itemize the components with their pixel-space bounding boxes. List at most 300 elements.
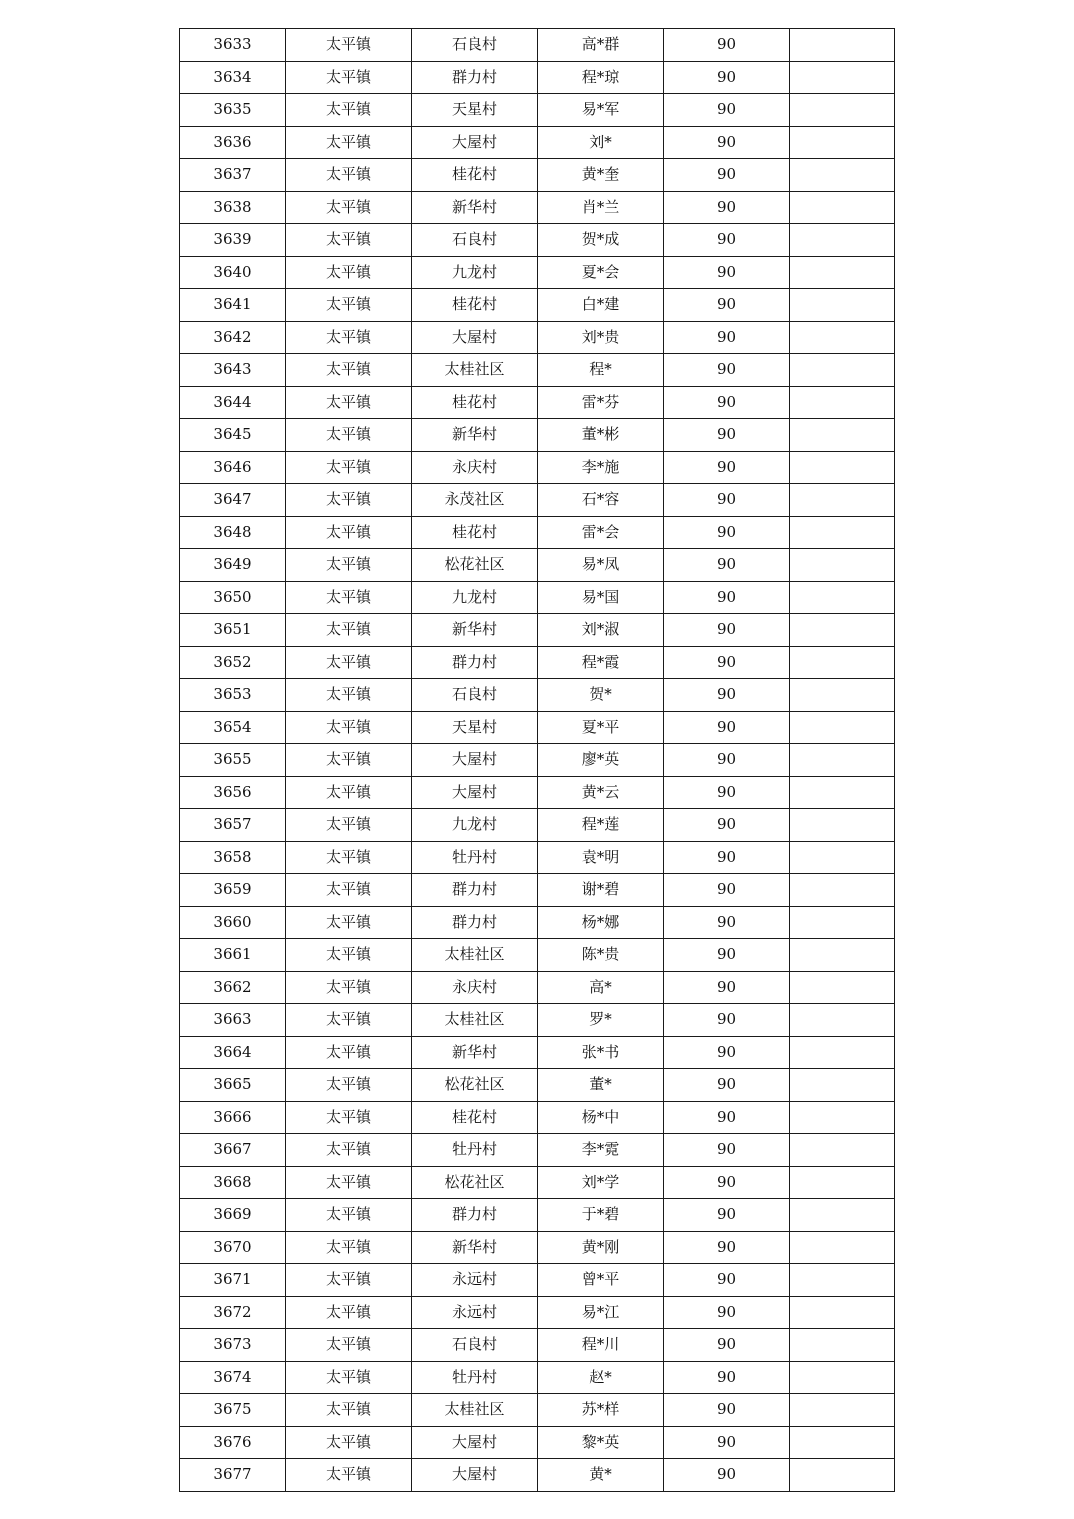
cell-note xyxy=(790,1426,895,1459)
cell-town: 太平镇 xyxy=(286,224,412,257)
cell-note xyxy=(790,744,895,777)
cell-number: 3651 xyxy=(180,614,286,647)
cell-number: 3659 xyxy=(180,874,286,907)
table-row xyxy=(180,386,895,419)
cell-score: 90 xyxy=(664,1199,790,1232)
cell-town: 太平镇 xyxy=(286,1329,412,1362)
roster-table-body xyxy=(180,29,895,1492)
table-row xyxy=(180,549,895,582)
cell-note xyxy=(790,1361,895,1394)
cell-village: 太桂社区 xyxy=(412,1394,538,1427)
cell-town: 太平镇 xyxy=(286,354,412,387)
cell-note xyxy=(790,711,895,744)
table-row xyxy=(180,1394,895,1427)
cell-town: 太平镇 xyxy=(286,386,412,419)
cell-name: 高*群 xyxy=(538,29,664,62)
cell-town: 太平镇 xyxy=(286,484,412,517)
table-row xyxy=(180,94,895,127)
cell-town: 太平镇 xyxy=(286,516,412,549)
cell-number: 3670 xyxy=(180,1231,286,1264)
cell-town: 太平镇 xyxy=(286,1166,412,1199)
cell-number: 3669 xyxy=(180,1199,286,1232)
cell-score: 90 xyxy=(664,1069,790,1102)
cell-name: 廖*英 xyxy=(538,744,664,777)
table-row xyxy=(180,1426,895,1459)
cell-town: 太平镇 xyxy=(286,809,412,842)
cell-village: 永庆村 xyxy=(412,971,538,1004)
table-row xyxy=(180,906,895,939)
cell-note xyxy=(790,776,895,809)
cell-number: 3642 xyxy=(180,321,286,354)
table-row xyxy=(180,1069,895,1102)
table-row xyxy=(180,1361,895,1394)
cell-village: 石良村 xyxy=(412,1329,538,1362)
cell-name: 杨*中 xyxy=(538,1101,664,1134)
cell-note xyxy=(790,581,895,614)
cell-note xyxy=(790,159,895,192)
cell-name: 黄*奎 xyxy=(538,159,664,192)
cell-name: 杨*娜 xyxy=(538,906,664,939)
cell-name: 肖*兰 xyxy=(538,191,664,224)
cell-name: 夏*平 xyxy=(538,711,664,744)
cell-score: 90 xyxy=(664,61,790,94)
cell-name: 刘*贵 xyxy=(538,321,664,354)
cell-name: 苏*样 xyxy=(538,1394,664,1427)
cell-note xyxy=(790,354,895,387)
cell-score: 90 xyxy=(664,906,790,939)
cell-town: 太平镇 xyxy=(286,1296,412,1329)
cell-name: 袁*明 xyxy=(538,841,664,874)
cell-score: 90 xyxy=(664,1459,790,1492)
cell-note xyxy=(790,289,895,322)
cell-note xyxy=(790,1329,895,1362)
cell-name: 李*施 xyxy=(538,451,664,484)
cell-note xyxy=(790,29,895,62)
cell-name: 程*川 xyxy=(538,1329,664,1362)
cell-note xyxy=(790,1264,895,1297)
cell-score: 90 xyxy=(664,1101,790,1134)
table-row xyxy=(180,841,895,874)
cell-name: 黄* xyxy=(538,1459,664,1492)
cell-note xyxy=(790,971,895,1004)
cell-score: 90 xyxy=(664,289,790,322)
cell-note xyxy=(790,1134,895,1167)
table-row xyxy=(180,614,895,647)
cell-number: 3650 xyxy=(180,581,286,614)
cell-village: 群力村 xyxy=(412,61,538,94)
table-row xyxy=(180,1329,895,1362)
cell-score: 90 xyxy=(664,646,790,679)
cell-note xyxy=(790,94,895,127)
cell-note xyxy=(790,1199,895,1232)
cell-name: 刘* xyxy=(538,126,664,159)
cell-note xyxy=(790,1101,895,1134)
cell-name: 刘*学 xyxy=(538,1166,664,1199)
cell-note xyxy=(790,809,895,842)
cell-number: 3637 xyxy=(180,159,286,192)
table-row xyxy=(180,971,895,1004)
cell-score: 90 xyxy=(664,939,790,972)
cell-name: 李*霓 xyxy=(538,1134,664,1167)
cell-number: 3667 xyxy=(180,1134,286,1167)
cell-name: 曾*平 xyxy=(538,1264,664,1297)
cell-score: 90 xyxy=(664,1036,790,1069)
cell-village: 天星村 xyxy=(412,94,538,127)
cell-name: 张*书 xyxy=(538,1036,664,1069)
table-row xyxy=(180,776,895,809)
cell-town: 太平镇 xyxy=(286,744,412,777)
cell-town: 太平镇 xyxy=(286,906,412,939)
cell-village: 桂花村 xyxy=(412,1101,538,1134)
cell-town: 太平镇 xyxy=(286,1134,412,1167)
cell-town: 太平镇 xyxy=(286,1426,412,1459)
cell-town: 太平镇 xyxy=(286,711,412,744)
cell-score: 90 xyxy=(664,224,790,257)
cell-score: 90 xyxy=(664,744,790,777)
cell-town: 太平镇 xyxy=(286,841,412,874)
cell-village: 群力村 xyxy=(412,906,538,939)
cell-village: 新华村 xyxy=(412,1231,538,1264)
cell-village: 新华村 xyxy=(412,614,538,647)
cell-score: 90 xyxy=(664,614,790,647)
cell-village: 桂花村 xyxy=(412,289,538,322)
cell-number: 3638 xyxy=(180,191,286,224)
cell-score: 90 xyxy=(664,354,790,387)
cell-score: 90 xyxy=(664,809,790,842)
cell-town: 太平镇 xyxy=(286,1264,412,1297)
cell-town: 太平镇 xyxy=(286,679,412,712)
cell-town: 太平镇 xyxy=(286,1101,412,1134)
cell-town: 太平镇 xyxy=(286,874,412,907)
cell-number: 3641 xyxy=(180,289,286,322)
cell-town: 太平镇 xyxy=(286,646,412,679)
cell-score: 90 xyxy=(664,29,790,62)
cell-town: 太平镇 xyxy=(286,29,412,62)
cell-number: 3665 xyxy=(180,1069,286,1102)
cell-village: 桂花村 xyxy=(412,159,538,192)
table-row xyxy=(180,1459,895,1492)
cell-score: 90 xyxy=(664,516,790,549)
cell-name: 黎*英 xyxy=(538,1426,664,1459)
cell-name: 夏*会 xyxy=(538,256,664,289)
cell-score: 90 xyxy=(664,321,790,354)
cell-name: 黄*刚 xyxy=(538,1231,664,1264)
cell-village: 大屋村 xyxy=(412,321,538,354)
table-row xyxy=(180,321,895,354)
cell-note xyxy=(790,1394,895,1427)
table-row xyxy=(180,1199,895,1232)
cell-number: 3646 xyxy=(180,451,286,484)
cell-score: 90 xyxy=(664,126,790,159)
table-row xyxy=(180,809,895,842)
cell-number: 3677 xyxy=(180,1459,286,1492)
cell-number: 3671 xyxy=(180,1264,286,1297)
cell-name: 赵* xyxy=(538,1361,664,1394)
cell-note xyxy=(790,1459,895,1492)
cell-number: 3660 xyxy=(180,906,286,939)
table-row xyxy=(180,484,895,517)
table-row xyxy=(180,1004,895,1037)
cell-name: 程*莲 xyxy=(538,809,664,842)
table-row xyxy=(180,1296,895,1329)
cell-note xyxy=(790,1166,895,1199)
table-row xyxy=(180,159,895,192)
cell-town: 太平镇 xyxy=(286,776,412,809)
cell-town: 太平镇 xyxy=(286,1036,412,1069)
cell-village: 牡丹村 xyxy=(412,1361,538,1394)
cell-number: 3645 xyxy=(180,419,286,452)
cell-village: 石良村 xyxy=(412,679,538,712)
cell-note xyxy=(790,321,895,354)
cell-village: 天星村 xyxy=(412,711,538,744)
table-row xyxy=(180,646,895,679)
table-row xyxy=(180,29,895,62)
cell-number: 3633 xyxy=(180,29,286,62)
cell-number: 3655 xyxy=(180,744,286,777)
cell-number: 3663 xyxy=(180,1004,286,1037)
cell-town: 太平镇 xyxy=(286,61,412,94)
cell-score: 90 xyxy=(664,1329,790,1362)
cell-village: 永庆村 xyxy=(412,451,538,484)
cell-town: 太平镇 xyxy=(286,289,412,322)
cell-score: 90 xyxy=(664,841,790,874)
cell-village: 群力村 xyxy=(412,874,538,907)
cell-town: 太平镇 xyxy=(286,1199,412,1232)
cell-town: 太平镇 xyxy=(286,321,412,354)
cell-town: 太平镇 xyxy=(286,159,412,192)
cell-village: 太桂社区 xyxy=(412,1004,538,1037)
cell-village: 永远村 xyxy=(412,1264,538,1297)
cell-note xyxy=(790,61,895,94)
cell-town: 太平镇 xyxy=(286,549,412,582)
cell-name: 雷*芬 xyxy=(538,386,664,419)
cell-score: 90 xyxy=(664,1426,790,1459)
cell-town: 太平镇 xyxy=(286,614,412,647)
cell-village: 群力村 xyxy=(412,1199,538,1232)
cell-score: 90 xyxy=(664,94,790,127)
cell-town: 太平镇 xyxy=(286,939,412,972)
cell-village: 新华村 xyxy=(412,191,538,224)
table-row xyxy=(180,191,895,224)
cell-name: 白*建 xyxy=(538,289,664,322)
cell-number: 3661 xyxy=(180,939,286,972)
cell-score: 90 xyxy=(664,581,790,614)
roster-table xyxy=(179,28,895,1492)
table-row xyxy=(180,256,895,289)
cell-village: 大屋村 xyxy=(412,744,538,777)
cell-name: 易*军 xyxy=(538,94,664,127)
cell-name: 易*国 xyxy=(538,581,664,614)
cell-score: 90 xyxy=(664,386,790,419)
cell-town: 太平镇 xyxy=(286,451,412,484)
table-row xyxy=(180,419,895,452)
table-row xyxy=(180,1264,895,1297)
cell-name: 程* xyxy=(538,354,664,387)
cell-score: 90 xyxy=(664,256,790,289)
cell-note xyxy=(790,939,895,972)
cell-score: 90 xyxy=(664,451,790,484)
cell-town: 太平镇 xyxy=(286,1069,412,1102)
cell-number: 3673 xyxy=(180,1329,286,1362)
cell-number: 3652 xyxy=(180,646,286,679)
cell-name: 黄*云 xyxy=(538,776,664,809)
cell-number: 3662 xyxy=(180,971,286,1004)
cell-note xyxy=(790,1296,895,1329)
cell-note xyxy=(790,224,895,257)
cell-name: 高* xyxy=(538,971,664,1004)
cell-village: 永茂社区 xyxy=(412,484,538,517)
cell-name: 程*琼 xyxy=(538,61,664,94)
cell-note xyxy=(790,484,895,517)
cell-village: 永远村 xyxy=(412,1296,538,1329)
cell-village: 太桂社区 xyxy=(412,354,538,387)
cell-score: 90 xyxy=(664,191,790,224)
cell-number: 3647 xyxy=(180,484,286,517)
cell-name: 董*彬 xyxy=(538,419,664,452)
cell-number: 3649 xyxy=(180,549,286,582)
cell-town: 太平镇 xyxy=(286,191,412,224)
cell-number: 3658 xyxy=(180,841,286,874)
cell-village: 大屋村 xyxy=(412,776,538,809)
cell-score: 90 xyxy=(664,874,790,907)
cell-village: 大屋村 xyxy=(412,1426,538,1459)
table-row xyxy=(180,224,895,257)
table-row xyxy=(180,1101,895,1134)
table-row xyxy=(180,744,895,777)
cell-name: 雷*会 xyxy=(538,516,664,549)
cell-note xyxy=(790,256,895,289)
cell-village: 松花社区 xyxy=(412,1069,538,1102)
cell-score: 90 xyxy=(664,1264,790,1297)
table-row xyxy=(180,61,895,94)
cell-town: 太平镇 xyxy=(286,1004,412,1037)
cell-score: 90 xyxy=(664,159,790,192)
cell-note xyxy=(790,1231,895,1264)
table-row xyxy=(180,1036,895,1069)
cell-note xyxy=(790,874,895,907)
cell-village: 群力村 xyxy=(412,646,538,679)
cell-score: 90 xyxy=(664,776,790,809)
cell-name: 贺* xyxy=(538,679,664,712)
cell-number: 3654 xyxy=(180,711,286,744)
cell-note xyxy=(790,549,895,582)
cell-note xyxy=(790,614,895,647)
cell-village: 大屋村 xyxy=(412,126,538,159)
cell-number: 3639 xyxy=(180,224,286,257)
cell-score: 90 xyxy=(664,1134,790,1167)
table-row xyxy=(180,289,895,322)
cell-village: 太桂社区 xyxy=(412,939,538,972)
cell-village: 桂花村 xyxy=(412,516,538,549)
cell-village: 牡丹村 xyxy=(412,1134,538,1167)
cell-number: 3656 xyxy=(180,776,286,809)
cell-village: 九龙村 xyxy=(412,581,538,614)
cell-score: 90 xyxy=(664,1166,790,1199)
cell-number: 3634 xyxy=(180,61,286,94)
cell-note xyxy=(790,1004,895,1037)
table-row xyxy=(180,874,895,907)
cell-name: 石*容 xyxy=(538,484,664,517)
cell-number: 3635 xyxy=(180,94,286,127)
table-row xyxy=(180,451,895,484)
cell-name: 谢*碧 xyxy=(538,874,664,907)
table-row xyxy=(180,1231,895,1264)
cell-town: 太平镇 xyxy=(286,581,412,614)
cell-number: 3640 xyxy=(180,256,286,289)
cell-town: 太平镇 xyxy=(286,1459,412,1492)
cell-note xyxy=(790,126,895,159)
table-row xyxy=(180,711,895,744)
cell-number: 3675 xyxy=(180,1394,286,1427)
cell-town: 太平镇 xyxy=(286,1361,412,1394)
cell-score: 90 xyxy=(664,549,790,582)
cell-score: 90 xyxy=(664,484,790,517)
table-row xyxy=(180,939,895,972)
cell-note xyxy=(790,451,895,484)
cell-note xyxy=(790,191,895,224)
cell-note xyxy=(790,841,895,874)
cell-note xyxy=(790,1069,895,1102)
cell-village: 新华村 xyxy=(412,1036,538,1069)
cell-number: 3668 xyxy=(180,1166,286,1199)
cell-score: 90 xyxy=(664,711,790,744)
cell-village: 大屋村 xyxy=(412,1459,538,1492)
cell-name: 罗* xyxy=(538,1004,664,1037)
cell-score: 90 xyxy=(664,679,790,712)
cell-name: 贺*成 xyxy=(538,224,664,257)
cell-number: 3664 xyxy=(180,1036,286,1069)
cell-number: 3666 xyxy=(180,1101,286,1134)
cell-note xyxy=(790,679,895,712)
cell-note xyxy=(790,516,895,549)
cell-village: 桂花村 xyxy=(412,386,538,419)
cell-note xyxy=(790,646,895,679)
cell-town: 太平镇 xyxy=(286,126,412,159)
cell-number: 3636 xyxy=(180,126,286,159)
cell-village: 石良村 xyxy=(412,29,538,62)
table-row xyxy=(180,679,895,712)
cell-number: 3653 xyxy=(180,679,286,712)
table-row xyxy=(180,581,895,614)
table-row xyxy=(180,126,895,159)
cell-note xyxy=(790,386,895,419)
cell-note xyxy=(790,419,895,452)
cell-score: 90 xyxy=(664,1231,790,1264)
cell-score: 90 xyxy=(664,1361,790,1394)
cell-note xyxy=(790,1036,895,1069)
table-row xyxy=(180,354,895,387)
cell-village: 松花社区 xyxy=(412,1166,538,1199)
cell-village: 九龙村 xyxy=(412,809,538,842)
cell-score: 90 xyxy=(664,1394,790,1427)
cell-name: 刘*淑 xyxy=(538,614,664,647)
cell-village: 松花社区 xyxy=(412,549,538,582)
cell-score: 90 xyxy=(664,1296,790,1329)
cell-village: 牡丹村 xyxy=(412,841,538,874)
cell-number: 3676 xyxy=(180,1426,286,1459)
cell-town: 太平镇 xyxy=(286,1231,412,1264)
cell-name: 易*江 xyxy=(538,1296,664,1329)
cell-town: 太平镇 xyxy=(286,419,412,452)
cell-number: 3672 xyxy=(180,1296,286,1329)
table-row xyxy=(180,516,895,549)
cell-town: 太平镇 xyxy=(286,971,412,1004)
cell-number: 3657 xyxy=(180,809,286,842)
cell-score: 90 xyxy=(664,1004,790,1037)
cell-village: 新华村 xyxy=(412,419,538,452)
cell-score: 90 xyxy=(664,419,790,452)
cell-number: 3643 xyxy=(180,354,286,387)
